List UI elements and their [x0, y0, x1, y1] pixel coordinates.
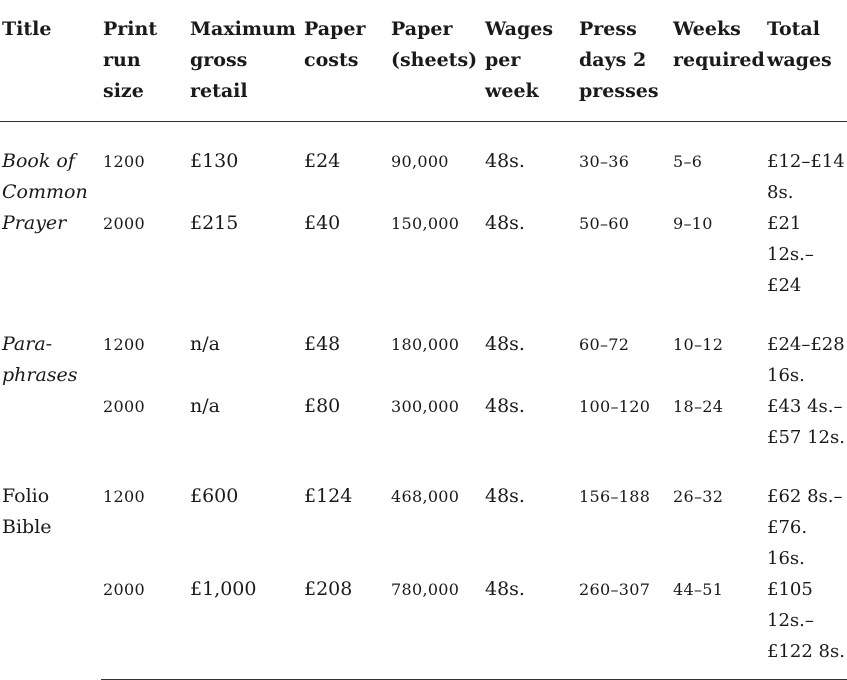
table-row: [0, 391, 847, 453]
row-title-paraphrases: Paraphrases: [2, 333, 78, 386]
header-maximum-gross-retail: Maximum gross retail: [188, 14, 302, 122]
cell-press-days: 156–188: [579, 487, 651, 506]
cell-press-days: 60–72: [579, 335, 630, 354]
cell-press-days: 50–60: [579, 214, 630, 233]
cell-print-run: 2000: [103, 397, 145, 416]
cell-paper-costs: £48: [304, 333, 341, 355]
cell-sheets: 300,000: [391, 397, 460, 416]
header-weeks-required: Weeks required: [671, 14, 765, 122]
cell-retail: n/a: [190, 395, 220, 417]
cell-retail: £130: [190, 150, 239, 172]
cell-weeks: 5–6: [673, 152, 703, 171]
table-row: [0, 481, 847, 574]
header-press-days: Press days 2 presses: [577, 14, 671, 122]
print-costs-table: [0, 14, 847, 680]
row-title-book-of-common-prayer: Book of Common Prayer: [2, 150, 88, 234]
cell-wages: 48s.: [485, 395, 525, 417]
cell-press-days: 260–307: [577, 574, 671, 680]
cell-sheets: 150,000: [391, 214, 460, 233]
header-total-wages: Total wages: [765, 14, 847, 122]
header-paper-costs: Paper costs: [302, 14, 389, 122]
cell-paper-costs: £40: [304, 212, 341, 234]
cell-sheets: 90,000: [391, 152, 449, 171]
cell-print-run: 1200: [103, 335, 145, 354]
cell-print-run: 2000: [103, 214, 145, 233]
cell-wages: 48s.: [485, 485, 525, 507]
cell-paper-costs: £80: [304, 395, 341, 417]
row-title-folio-bible: Folio Bible: [2, 485, 52, 538]
cell-paper-costs: £124: [304, 485, 353, 507]
cell-total-wages: £62 8s.–£76. 16s.: [767, 486, 843, 569]
spacer-row: [0, 453, 847, 481]
table-row: [0, 208, 847, 301]
cell-total-wages: £24–£28 16s.: [767, 334, 845, 386]
spacer-row: [0, 122, 847, 147]
cell-total-wages: £12–£14 8s.: [767, 151, 845, 203]
table-row: [0, 329, 847, 391]
header-row: [0, 14, 847, 122]
spacer-row: [0, 301, 847, 329]
table-row: [0, 146, 847, 208]
cell-press-days: 100–120: [579, 397, 651, 416]
cell-wages: 48s.: [483, 574, 577, 680]
cell-weeks: 9–10: [673, 214, 713, 233]
header-print-run-size: Print run size: [101, 14, 188, 122]
cell-weeks: 10–12: [673, 335, 724, 354]
cell-retail: £1,000: [188, 574, 302, 680]
cell-total-wages: £105 12s.–£122 8s.: [765, 574, 847, 680]
cell-sheets: 468,000: [391, 487, 460, 506]
header-paper-sheets: Paper (sheets): [389, 14, 483, 122]
cell-wages: 48s.: [485, 333, 525, 355]
cell-total-wages: £43 4s.–£57 12s.: [767, 396, 845, 448]
cell-sheets: 780,000: [389, 574, 483, 680]
cell-wages: 48s.: [485, 150, 525, 172]
table-row: [0, 574, 847, 680]
cell-print-run: 1200: [103, 487, 145, 506]
cell-press-days: 30–36: [579, 152, 630, 171]
cell-print-run: 2000: [101, 574, 188, 680]
cell-weeks: 26–32: [673, 487, 724, 506]
cell-weeks: 44–51: [671, 574, 765, 680]
header-wages-per-week: Wages per week: [483, 14, 577, 122]
cell-paper-costs: £24: [304, 150, 341, 172]
cell-total-wages: £21 12s.–£24: [767, 213, 814, 296]
cell-sheets: 180,000: [391, 335, 460, 354]
header-title: Title: [0, 14, 101, 122]
cell-retail: £215: [190, 212, 239, 234]
cell-print-run: 1200: [103, 152, 145, 171]
cell-weeks: 18–24: [673, 397, 724, 416]
cell-retail: n/a: [190, 333, 220, 355]
cell-wages: 48s.: [485, 212, 525, 234]
cell-paper-costs: £208: [302, 574, 389, 680]
cell-retail: £600: [190, 485, 239, 507]
